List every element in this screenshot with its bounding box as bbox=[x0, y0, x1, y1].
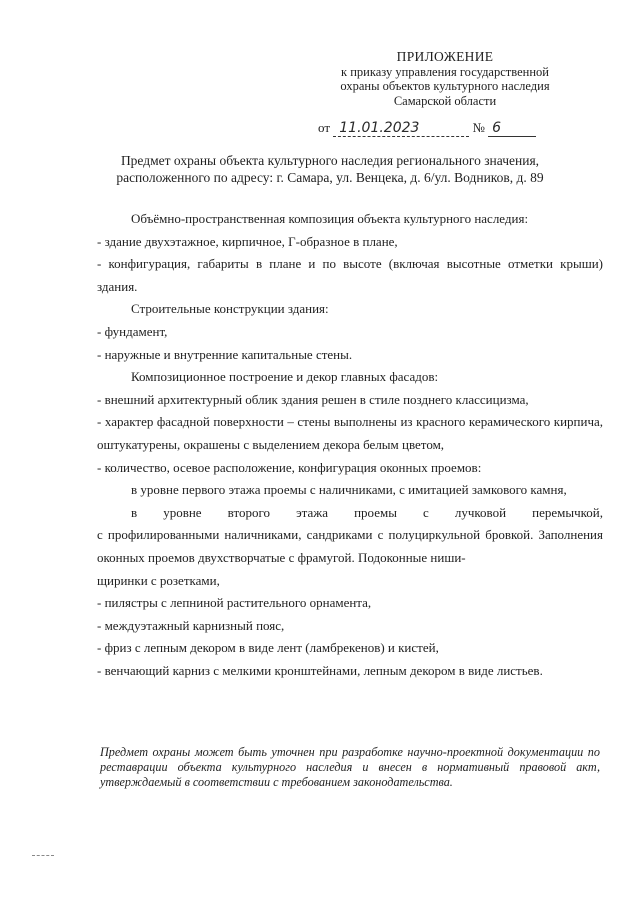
page-mark bbox=[32, 855, 54, 856]
list-item: - внешний архитектурный облик здания решен в стиле позднего классицизма, bbox=[97, 391, 529, 407]
list-item: - конфигурация, габариты в плане и по высоте (включая высотные отметки крыши) здания. bbox=[97, 256, 603, 294]
list-item: - междуэтажный карнизный пояс, bbox=[97, 617, 285, 633]
list-subitem: в уровне первого этажа проемы с наличниками, с имитацией замкового камня, bbox=[131, 482, 567, 498]
document-body bbox=[97, 208, 603, 682]
list-item: - фундамент, bbox=[97, 323, 168, 339]
order-number: 6 bbox=[492, 120, 502, 136]
date-prefix: от bbox=[318, 120, 331, 135]
list-subitem-continuation: с профилированными наличниками, сандриками с полуциркульной бровкой. Заполнения оконных проемов двухстворчатые с фрамугой. Подоконные ниши- bbox=[97, 527, 603, 565]
list-item: - количество, осевое расположение, конфигурация оконных проемов: bbox=[97, 459, 482, 475]
subject-line-2: расположенного по адресу: г. Самара, ул. Венцека, д. 6/ул. Водников, д. 89 bbox=[116, 170, 544, 185]
appendix-line-3: Самарской области bbox=[393, 93, 497, 108]
order-date: 11.01.2023 bbox=[339, 120, 420, 136]
list-item: - венчающий карниз с мелкими кронштейнами, лепным декором в виде листьев. bbox=[97, 662, 543, 678]
list-item: - пилястры с лепниной растительного орнамента, bbox=[97, 595, 372, 611]
list-item: - наружные и внутренние капитальные стены. bbox=[97, 346, 353, 362]
closing-note: Предмет охраны может быть уточнен при разработке научно-проектной документации по реставрации объекта культурного наследия и внесен в нормативный правовой акт, утверждаемый в соответствии с требованием законодательства. bbox=[100, 745, 600, 789]
list-subitem: в уровне второго этажа проемы с лучковой перемычкой, bbox=[131, 504, 603, 520]
order-date-line bbox=[318, 120, 578, 137]
section-heading-facades: Композиционное построение и декор главных фасадов: bbox=[131, 369, 439, 385]
list-item: - фриз с лепным декором в виде лент (ламбрекенов) и кистей, bbox=[97, 640, 439, 656]
number-prefix: № bbox=[472, 120, 485, 135]
appendix-header bbox=[300, 50, 590, 108]
section-heading-constructions: Строительные конструкции здания: bbox=[131, 301, 329, 317]
list-item: - характер фасадной поверхности – стены выполнены из красного керамического кирпича, оштукатурены, окрашены с выделением декора белым цветом, bbox=[97, 414, 603, 452]
document-subject bbox=[60, 152, 600, 186]
subject-line-1: Предмет охраны объекта культурного наследия регионального значения, bbox=[120, 153, 540, 168]
appendix-title: ПРИЛОЖЕНИЕ bbox=[396, 49, 494, 64]
appendix-line-1: к приказу управления государственной bbox=[341, 64, 549, 79]
section-heading-spatial: Объёмно-пространственная композиция объекта культурного наследия: bbox=[131, 211, 529, 226]
list-item: - здание двухэтажное, кирпичное, Г-образное в плане, bbox=[97, 233, 398, 249]
list-subitem-continuation: щиринки с розетками, bbox=[97, 572, 220, 588]
appendix-line-2: охраны объектов культурного наследия bbox=[340, 79, 550, 93]
